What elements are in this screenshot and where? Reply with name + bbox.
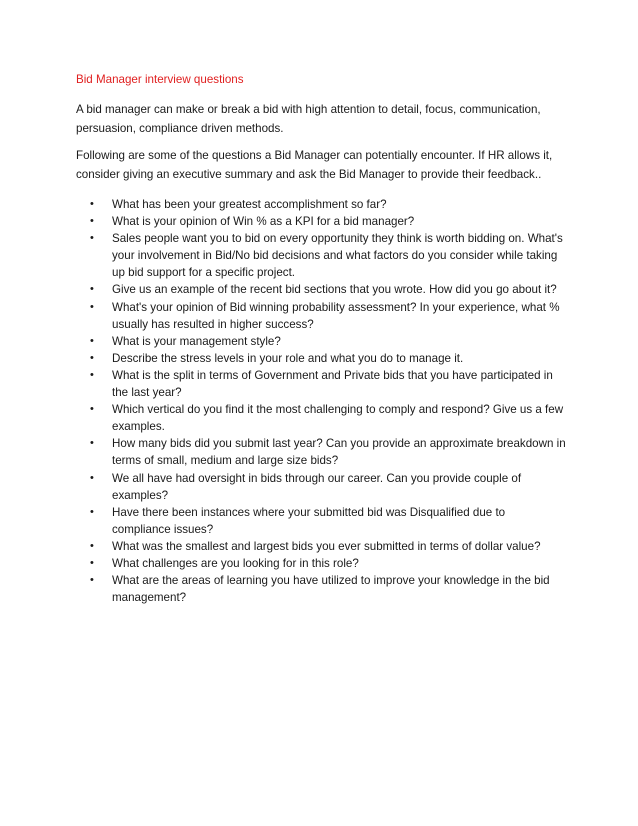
question-text: Which vertical do you find it the most challenging to comply and respond? Give us a few examples. bbox=[112, 403, 564, 434]
bullet-icon: • bbox=[90, 283, 94, 296]
question-text: Sales people want you to bid on every opportunity they think is worth bidding on. What's your involvement in Bid/No bid decisions and what factors do you consider while taking up bid support for a specific project. bbox=[112, 232, 563, 280]
bullet-icon: • bbox=[90, 368, 94, 381]
question-text: What is your opinion of Win % as a KPI for a bid manager? bbox=[112, 215, 415, 229]
question-item bbox=[76, 504, 566, 538]
bullet-icon: • bbox=[90, 300, 94, 313]
question-item bbox=[76, 367, 566, 401]
bullet-icon: • bbox=[90, 351, 94, 364]
question-item bbox=[76, 435, 566, 469]
question-text: How many bids did you submit last year? Can you provide an approximate breakdown in terms of small, medium and large size bids? bbox=[112, 437, 566, 468]
question-text: Have there been instances where your submitted bid was Disqualified due to compliance issues? bbox=[112, 505, 506, 536]
bullet-icon: • bbox=[90, 505, 94, 518]
question-text: What has been your greatest accomplishment so far? bbox=[112, 198, 387, 211]
document-page bbox=[76, 72, 566, 606]
question-list bbox=[76, 196, 566, 606]
question-text: What challenges are you looking for in this role? bbox=[112, 556, 359, 570]
bullet-icon: • bbox=[90, 556, 94, 569]
question-item bbox=[76, 470, 566, 504]
question-item bbox=[76, 333, 566, 350]
intro-paragraph: A bid manager can make or break a bid with high attention to detail, focus, communication, persuasion, compliance driven methods. bbox=[76, 103, 541, 135]
bullet-icon: • bbox=[90, 574, 94, 587]
lead-in-paragraph: Following are some of the questions a Bid Manager can potentially encounter. If HR allows it, consider giving an executive summary and ask the Bid Manager to provide their feedback.. bbox=[76, 149, 553, 181]
bullet-icon: • bbox=[90, 471, 94, 484]
bullet-icon: • bbox=[90, 232, 94, 245]
question-item bbox=[76, 281, 566, 298]
bullet-icon: • bbox=[90, 437, 94, 450]
question-item bbox=[76, 299, 566, 333]
bullet-icon: • bbox=[90, 334, 94, 347]
bullet-icon: • bbox=[90, 198, 94, 210]
bullet-icon: • bbox=[90, 215, 94, 228]
question-item bbox=[76, 555, 566, 572]
bullet-icon: • bbox=[90, 539, 94, 552]
question-item bbox=[76, 350, 566, 367]
question-text: What's your opinion of Bid winning probability assessment? In your experience, what % usually has resulted in higher success? bbox=[112, 300, 560, 331]
question-item bbox=[76, 572, 566, 606]
question-item bbox=[76, 213, 566, 230]
question-text: Give us an example of the recent bid sections that you wrote. How did you go about it? bbox=[112, 283, 557, 297]
question-item bbox=[76, 538, 566, 555]
question-text: What are the areas of learning you have utilized to improve your knowledge in the bid management? bbox=[112, 574, 550, 605]
document-title: Bid Manager interview questions bbox=[76, 73, 244, 86]
question-text: We all have had oversight in bids through our career. Can you provide couple of examples? bbox=[112, 471, 522, 502]
question-text: Describe the stress levels in your role and what you do to manage it. bbox=[112, 351, 464, 365]
question-text: What is the split in terms of Government and Private bids that you have participated in the last year? bbox=[112, 368, 553, 400]
bullet-icon: • bbox=[90, 403, 94, 416]
question-text: What is your management style? bbox=[112, 334, 281, 348]
question-item bbox=[76, 401, 566, 435]
question-item bbox=[76, 230, 566, 281]
question-item bbox=[76, 196, 566, 213]
question-text: What was the smallest and largest bids you ever submitted in terms of dollar value? bbox=[112, 539, 541, 553]
